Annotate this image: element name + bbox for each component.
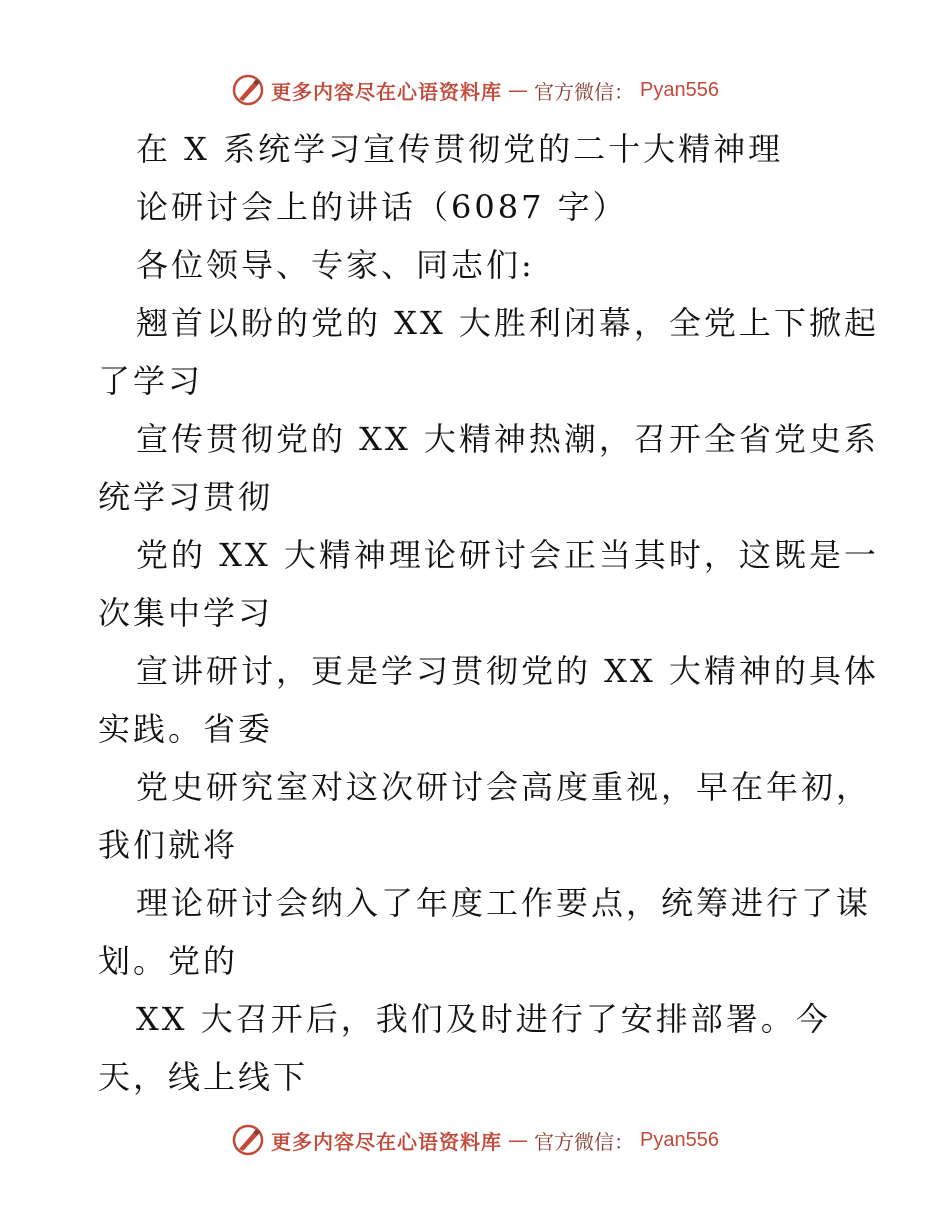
doc-line: 了学习 (98, 362, 204, 400)
doc-line: 我们就将 (98, 826, 239, 864)
doc-line: 论研讨会上的讲话（6087 字） (136, 188, 628, 226)
doc-line: 翘首以盼的党的 XX 大胜利闭幕，全党上下掀起 (136, 304, 879, 342)
banner-main-text: 更多内容尽在心语资料库 (271, 79, 503, 104)
pen-logo-icon (231, 1123, 265, 1157)
doc-line: 天，线上线下 (98, 1058, 309, 1096)
banner-separator: — (508, 1128, 529, 1152)
doc-line: 划。党的 (98, 942, 239, 980)
doc-line: XX 大召开后，我们及时进行了安排部署。今 (136, 1000, 831, 1038)
doc-line: 次集中学习 (98, 594, 274, 632)
banner-wechat-label: 官方微信： (534, 79, 635, 104)
doc-line: 宣讲研讨，更是学习贯彻党的 XX 大精神的具体 (136, 652, 879, 690)
doc-line: 统学习贯彻 (98, 478, 274, 516)
banner-separator: — (508, 78, 529, 102)
banner-wechat-id: Pyan556 (640, 1128, 719, 1151)
doc-line: 宣传贯彻党的 XX 大精神热潮，召开全省党史系 (136, 420, 879, 458)
banner-main-text: 更多内容尽在心语资料库 (271, 1129, 503, 1154)
doc-line: 各位领导、专家、同志们: (136, 246, 535, 284)
banner-wechat-id: Pyan556 (640, 78, 719, 101)
footer-banner (0, 1120, 950, 1160)
document-body (98, 120, 879, 1106)
doc-line: 实践。省委 (98, 710, 274, 748)
banner-wechat-label: 官方微信： (534, 1129, 635, 1154)
header-banner (0, 70, 950, 110)
pen-logo-icon (231, 73, 265, 107)
doc-line: 理论研讨会纳入了年度工作要点，统筹进行了谋 (136, 884, 872, 922)
doc-line: 党史研究室对这次研讨会高度重视，早在年初， (136, 768, 872, 806)
doc-line: 在 X 系统学习宣传贯彻党的二十大精神理 (136, 130, 784, 168)
doc-line: 党的 XX 大精神理论研讨会正当其时，这既是一 (136, 536, 879, 574)
